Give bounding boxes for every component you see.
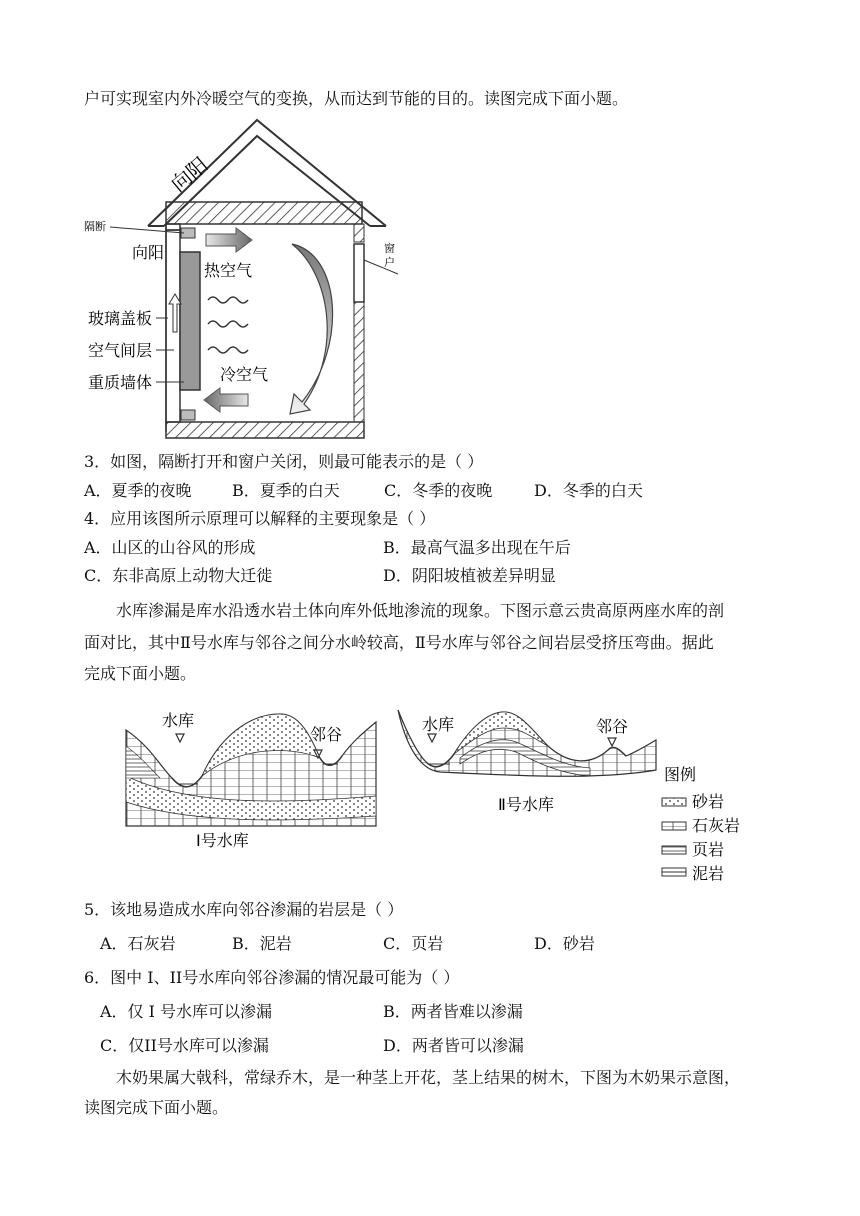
- window-label-1: 窗: [384, 242, 395, 255]
- q5-stem: 5．该地易造成水库向邻谷渗漏的岩层是（ ）: [84, 900, 404, 919]
- heavy-wall-label: 重质墙体: [88, 373, 153, 392]
- window: [354, 244, 364, 302]
- para2-line1: 水库渗漏是库水沿透水岩土体向库外低地渗流的现象。下图示意云贵高原两座水库的剖: [116, 601, 725, 620]
- legend-swatch-shale: [662, 846, 686, 854]
- q5-option-b: B．泥岩: [232, 934, 292, 953]
- partition-bottom: [181, 410, 195, 420]
- para3-line1: 木奶果属大戟科，常绿乔木，是一种茎上开花，茎上结果的树木，下图为木奶果示意图，: [116, 1068, 741, 1087]
- hot-air-arrow-icon: [206, 228, 252, 252]
- reservoir-1-name: Ⅰ号水库: [196, 831, 249, 850]
- q5-option-d: D．砂岩: [534, 934, 595, 953]
- q4-option-c: C．东非高原上动物大迁徙: [84, 566, 273, 585]
- q3-option-c: C．冬季的夜晚: [384, 481, 493, 500]
- q4-stem: 4．应用该图所示原理可以解释的主要现象是（ ）: [84, 509, 436, 528]
- intro-text: 户可实现室内外冷暖空气的变换，从而达到节能的目的。读图完成下面小题。: [84, 89, 629, 108]
- legend-mudstone: 泥岩: [692, 864, 725, 883]
- water-level-icon: [176, 734, 184, 742]
- legend-limestone: 石灰岩: [692, 816, 741, 835]
- q6-stem: 6．图中 I、II号水库向邻谷渗漏的情况最可能为（ ）: [84, 968, 460, 987]
- solar-house-diagram: [80, 114, 410, 454]
- q6-option-c: C．仅II号水库可以渗漏: [100, 1036, 269, 1055]
- wall-sun-label: 向阳: [132, 243, 165, 262]
- q3-stem: 3．如图，隔断打开和窗户关闭，则最可能表示的是（ ）: [84, 452, 484, 471]
- q3-option-d: D．冬季的白天: [534, 481, 643, 500]
- legend-shale: 页岩: [692, 840, 725, 859]
- heat-wave-icon: [208, 297, 248, 353]
- q3-option-b: B．夏季的白天: [232, 481, 340, 500]
- q5-option-c: C．页岩: [383, 934, 444, 953]
- q6-option-b: B．两者皆难以渗漏: [383, 1002, 523, 1021]
- legend-swatch-limestone: [662, 822, 686, 830]
- floor: [166, 422, 364, 438]
- roof-label: 向阳: [166, 152, 213, 197]
- reservoir-2-name: Ⅱ号水库: [498, 795, 554, 814]
- q4-option-b: B．最高气温多出现在午后: [383, 538, 571, 557]
- para3-line2: 读图完成下面小题。: [84, 1098, 229, 1117]
- hot-air-label: 热空气: [204, 261, 253, 280]
- q6-option-a: A．仅 I 号水库可以渗漏: [100, 1002, 273, 1021]
- water-level-icon: [428, 734, 436, 742]
- para2-line2: 面对比，其中Ⅱ号水库与邻谷之间分水岭较高，Ⅱ号水库与邻谷之间岩层受挤压弯曲。据此: [84, 633, 714, 652]
- q5-option-a: A．石灰岩: [100, 934, 176, 953]
- heavy-wall: [180, 252, 200, 390]
- cold-air-arrow-icon: [204, 388, 248, 412]
- reservoir-profile-diagram: [120, 706, 760, 886]
- partition-label: 隔断: [84, 220, 106, 233]
- up-arrow-icon: [169, 294, 181, 332]
- legend-title: 图例: [664, 765, 697, 784]
- legend: [662, 765, 740, 883]
- glass-label: 玻璃盖板: [88, 309, 153, 328]
- reservoir-1-reservoir-label: 水库: [162, 711, 195, 730]
- legend-sandstone: 砂岩: [692, 792, 725, 811]
- para2-line3: 完成下面小题。: [84, 664, 197, 683]
- cold-air-label: 冷空气: [220, 365, 269, 384]
- reservoir-2-reservoir-label: 水库: [422, 715, 455, 734]
- q4-option-d: D．阴阳坡植被差异明显: [383, 566, 556, 585]
- legend-swatch-sandstone: [662, 798, 686, 806]
- water-level-icon: [608, 738, 616, 746]
- reservoir-2-valley-label: 邻谷: [596, 717, 629, 736]
- circulation-arrow-icon: [290, 244, 333, 414]
- window-label-2: 户: [384, 256, 395, 269]
- air-layer-label: 空气间层: [88, 341, 153, 360]
- q4-option-a: A．山区的山谷风的形成: [84, 538, 256, 557]
- q6-option-d: D．两者皆可以渗漏: [383, 1036, 524, 1055]
- reservoir-1-valley-label: 邻谷: [310, 725, 343, 744]
- q3-option-a: A．夏季的夜晚: [84, 481, 192, 500]
- ceiling: [166, 202, 362, 224]
